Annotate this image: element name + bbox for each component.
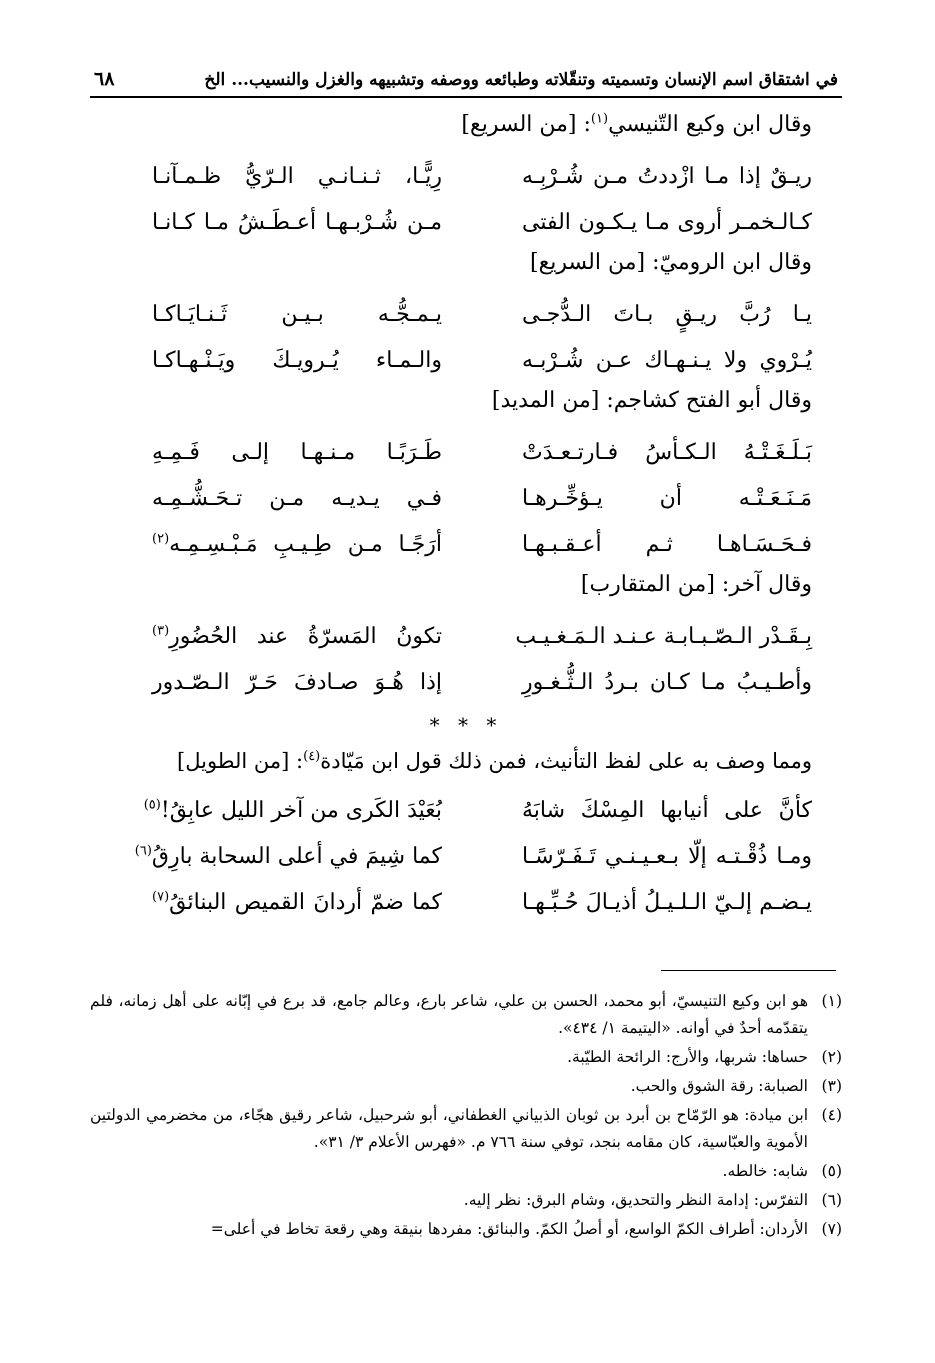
footnote-text: التفرّس: إدامة النظر والتحديق، وشام البرق: نظر إليه.	[463, 1191, 808, 1209]
footnote-number: (٦)	[821, 1191, 842, 1209]
footnote-ref[interactable]: (٤)	[303, 749, 321, 764]
footnote-ref[interactable]: (١)	[590, 111, 609, 127]
footnote-number: (٣)	[821, 1077, 842, 1095]
first-hemistich: وأطـيـبُ مـا كـان بـردُ الـثُّـغـورِ	[522, 670, 812, 695]
first-hemistich: بَـلَـغَـتْـهُ الـكـأسُ فـارتـعـدَتْ	[522, 440, 812, 465]
intro-text: وقال أبو الفتح كشاجم: [من المديد]	[491, 388, 812, 413]
verse-line	[90, 880, 842, 926]
footnote-text: شابه: خالطه.	[722, 1162, 808, 1180]
hemistich-text: كما شِيمَ في أعلى السحابة بارِقُ	[151, 844, 442, 869]
intro-text: وقال ابن الروميّ: [من السريع]	[529, 250, 812, 275]
second-hemistich	[152, 880, 442, 926]
footnote-ref[interactable]: (٧)	[152, 889, 170, 905]
second-hemistich: فـي يـديـه مـن تـحَـشُّـمِـه	[152, 486, 442, 511]
second-hemistich	[152, 522, 442, 568]
verse-line	[90, 200, 842, 246]
second-hemistich: مـن شُـرْبـهـا أعـطَـشُ مـا كـانـا	[152, 210, 442, 235]
first-hemistich: ومـا ذُقْـتـه إلّا بـعـيـنـي تَـفَـرّسًـا	[522, 844, 812, 869]
poem-intro	[90, 384, 842, 430]
footnote-number: (١)	[821, 992, 842, 1010]
verse-line	[90, 788, 842, 834]
running-title: في اشتقاق اسم الإنسان وتسميته وتنقّلاته وطبائعه ووصفه وتشبيهه والغزل والنسيب... الخ	[204, 70, 838, 90]
second-hemistich: طَـرَبًـا مـنـهـا إلـى فَـمِـهِ	[152, 440, 442, 465]
poem-intro	[90, 108, 842, 154]
poem-intro	[90, 568, 842, 614]
footnote-number: (٧)	[821, 1220, 842, 1238]
footnote-number: (٤)	[821, 1106, 842, 1124]
footnote-text: هو ابن وكيع التنيسيّ، أبو محمد، الحسن بن علي، شاعر بارع، وعالم جامع، قد برع في إبّانه على أهل زمانه، فلم يتقدّمه أحدٌ في أوانه. «اليتيمة ١/ ٤٣٤».	[90, 992, 808, 1037]
footnote-text: الصبابة: رقة الشوق والحب.	[630, 1077, 808, 1095]
running-header	[90, 58, 842, 98]
verse-line	[90, 660, 842, 706]
footnote	[90, 1102, 842, 1156]
footnote	[90, 988, 842, 1042]
footnote	[90, 1216, 842, 1243]
verse-line	[90, 338, 842, 384]
footnotes	[90, 988, 842, 1245]
verse-line	[90, 430, 842, 476]
second-hemistich: رِيًّـا، ثـنـانـي الـرّيُّ ظـمـآنـا	[152, 164, 442, 189]
verse-line	[90, 292, 842, 338]
footnote-ref[interactable]: (٦)	[134, 843, 152, 859]
footnote-divider	[661, 970, 836, 971]
footnote-ref[interactable]: (٣)	[152, 623, 170, 639]
first-hemistich: يُـرْوي ولا يـنـهـاك عـن شُـرْبـه	[522, 348, 812, 373]
meter-label: : [من الطويل]	[177, 749, 304, 773]
page-number: ٦٨	[94, 68, 115, 90]
poem-intro	[90, 246, 842, 292]
intro-text: وقال آخر: [من المتقارب]	[580, 572, 812, 597]
footnote	[90, 1187, 842, 1214]
footnote	[90, 1044, 842, 1071]
verse-line	[90, 154, 842, 200]
second-hemistich: إذا هُـوَ صـادفَ حَـرّ الـصّـدور	[152, 670, 442, 695]
first-hemistich: مَـنَـعَـتْـه أن يـؤخِّـرهـا	[522, 486, 812, 511]
prose-intro	[90, 744, 842, 788]
hemistich-text: بُعَيْدَ الكَرى من آخر الليل عابِقُ!	[160, 798, 442, 823]
hemistich-text: تكونُ المَسرّةُ عند الحُضُورِ	[169, 624, 442, 649]
second-hemistich	[134, 834, 442, 880]
second-hemistich: يـمـجُّـه بـيـن ثَـنـايَـاكـا	[152, 302, 442, 327]
second-hemistich: والـمـاء يُـرويـكَ ويَـنْـهـاكـا	[152, 348, 442, 373]
first-hemistich: فـحَـسَـاهـا ثـم أعـقـبـهـا	[522, 532, 812, 557]
verse-line	[90, 834, 842, 880]
second-hemistich	[152, 614, 442, 660]
footnote	[90, 1158, 842, 1185]
meter-label: : [من السريع]	[461, 112, 591, 137]
footnote-number: (٥)	[821, 1162, 842, 1180]
footnote-text: ابن ميادة: هو الرّمّاح بن أبرد بن ثوبان الذبياني الغطفاني، أبو شرحبيل، شاعر رقيق هجّاء، من مخضرمي الدولتين الأموية والعبّاسية، كان مقامه بنجد، توفي سنة ٧٦٦ م. «فهرس الأعلام ٣/ ٣١».	[90, 1106, 808, 1151]
second-hemistich	[143, 788, 442, 834]
footnote-ref[interactable]: (٥)	[143, 797, 161, 813]
book-page	[90, 58, 842, 1348]
first-hemistich: كـالـخمـر أروى مـا يـكـون الفتى	[522, 210, 812, 235]
verse-line	[90, 522, 842, 568]
hemistich-text: كما ضمّ أردانَ القميص البنائقُ	[169, 890, 442, 915]
footnote-text: حساها: شربها، والأرج: الرائحة الطيّبة.	[567, 1048, 808, 1066]
verse-line	[90, 614, 842, 660]
prose-text: ومما وصف به على لفظ التأنيث، فمن ذلك قول ابن مَيّادة	[320, 749, 812, 773]
first-hemistich: ريـقٌ إذا مـا ازْددتُ مـن شُـرْبِـه	[522, 164, 812, 189]
intro-text: وقال ابن وكيع التّنيسي	[608, 112, 812, 137]
footnote	[90, 1073, 842, 1100]
footnote-text: الأردان: أطراف الكمّ الواسع، أو أصلُ الكمّ. والبنائق: مفردها بنيقة وهي رقعة تخاط في أعلى=	[210, 1220, 808, 1238]
footnote-number: (٢)	[821, 1048, 842, 1066]
first-hemistich: يـا رُبَّ ريـقٍ بـاتَ الـدُّجـى	[522, 302, 812, 327]
verse-line	[90, 476, 842, 522]
hemistich-text: أرَجًـا مـن طِـيـبِ مَـبْـسِـمِـه	[169, 532, 442, 557]
first-hemistich: كأنَّ على أنيابها المِسْكَ شابَهُ	[522, 798, 812, 823]
first-hemistich: يـضـم إلـيّ الـلـيـلُ أذيـالَ حُـبِّـهـا	[522, 890, 812, 915]
section-separator: * * *	[429, 713, 503, 737]
footnote-ref[interactable]: (٢)	[152, 531, 170, 547]
first-hemistich: بِـقَـدْر الـصّـبـابـة عـنـد الـمَـغـيـب	[515, 624, 812, 649]
